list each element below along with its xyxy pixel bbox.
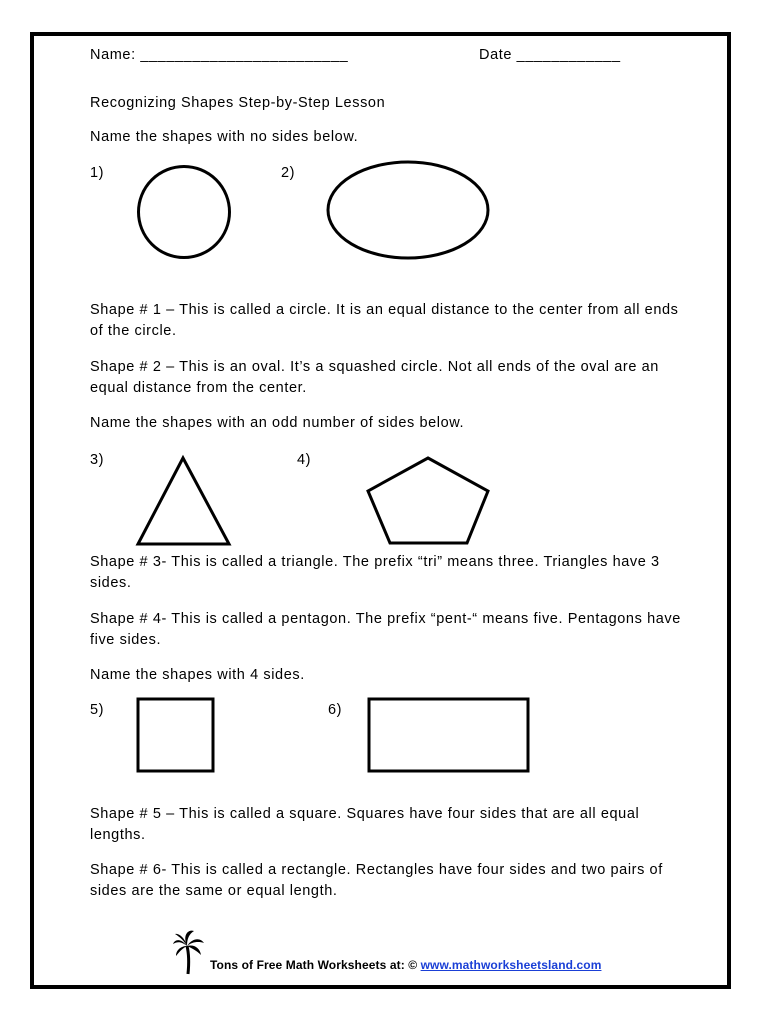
palm-tree-icon [172,928,206,976]
rectangle-shape [360,692,540,782]
footer-text [210,958,601,972]
rectangle-description: Shape # 6- This is called a rectangle. Rectangles have four sides and two pairs of sides are the same or equal length. [90,862,663,899]
oval-shape [320,160,500,270]
footer [172,928,612,978]
footer-credit: Tons of Free Math Worksheets at: © [210,958,421,972]
circle-description: Shape # 1 – This is called a circle. It is an equal distance to the center from all ends of the circle. [90,302,679,339]
square-shape [130,692,225,782]
shape-number-4: 4) [297,452,312,468]
four-sides-prompt: Name the shapes with 4 sides. [90,667,305,683]
pentagon-shape [360,452,500,552]
pentagon-description: Shape # 4- This is called a pentagon. The prefix “pent-“ means five. Pentagons have five sides. [90,611,681,648]
oval-description: Shape # 2 – This is an oval. It’s a squashed circle. Not all ends of the oval are an equal distance from the center. [90,359,659,396]
footer-link[interactable]: www.mathworksheetsland.com [420,958,602,972]
square-description: Shape # 5 – This is called a square. Squares have four sides that are all equal lengths. [90,806,640,843]
shape-number-1: 1) [90,165,105,181]
shape-number-5: 5) [90,702,105,718]
date-field-label: Date ____________ [479,47,621,63]
triangle-shape [130,450,240,550]
shape-number-2: 2) [281,165,296,181]
shape-number-3: 3) [90,452,105,468]
shape-number-6: 6) [328,702,343,718]
name-field-label: Name: ________________________ [90,47,349,63]
no-sides-prompt: Name the shapes with no sides below. [90,129,359,145]
page-title: Recognizing Shapes Step-by-Step Lesson [90,95,386,111]
odd-sides-prompt: Name the shapes with an odd number of sides below. [90,415,465,431]
circle-shape [130,158,240,268]
triangle-description: Shape # 3- This is called a triangle. The prefix “tri” means three. Triangles have 3 sides. [90,554,660,591]
